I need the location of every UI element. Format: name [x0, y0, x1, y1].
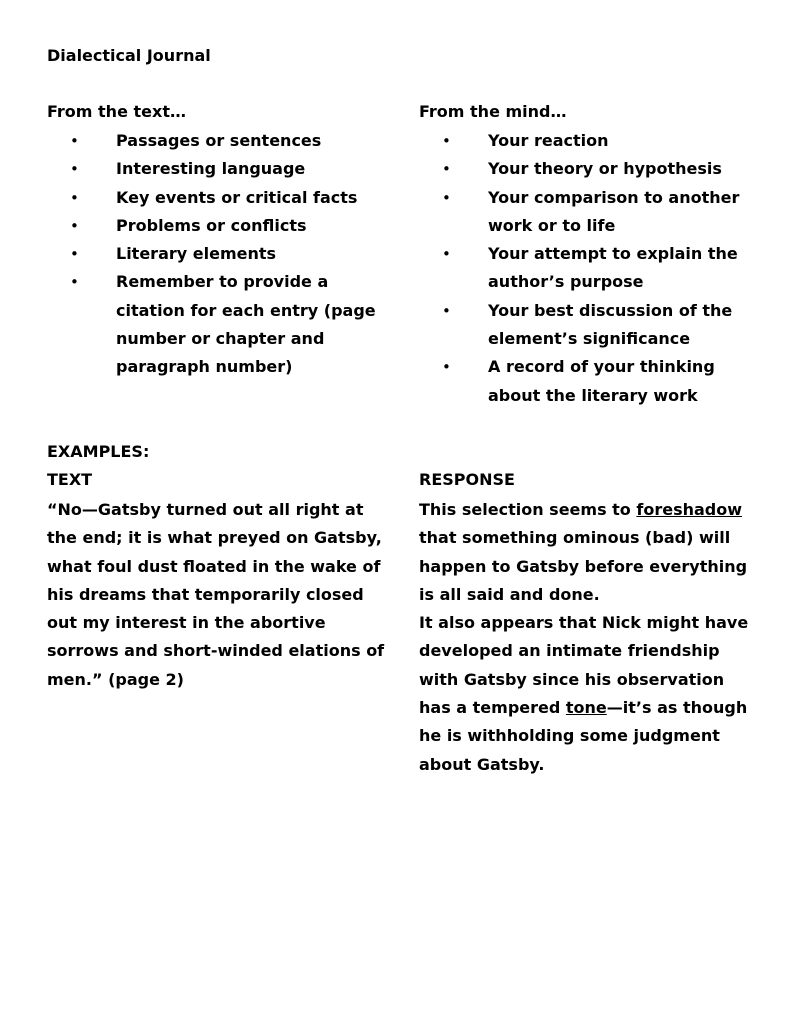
list-item-text: Remember to provide a citation for each entry (page number or chapter and paragraph number)	[116, 272, 376, 377]
bullet-icon: •	[70, 188, 79, 207]
response-text: It also appears that Nick might have developed an intimate friendship with Gatsby since his observation has a tempered	[419, 613, 749, 718]
response-paragraph-1	[419, 496, 749, 609]
bullet-icon: •	[70, 216, 79, 235]
list-item-text: Problems or conflicts	[116, 215, 307, 235]
examples-heading: EXAMPLES:	[47, 442, 150, 461]
list-item-text: Your theory or hypothesis	[488, 159, 722, 179]
bullet-icon: •	[70, 245, 79, 264]
list-item	[419, 353, 759, 410]
list-item-text: Key events or critical facts	[116, 187, 358, 207]
list-item	[419, 127, 759, 155]
list-item	[419, 240, 759, 297]
bullet-icon: •	[70, 160, 79, 179]
from-text-heading: From the text…	[47, 102, 186, 121]
from-text-list	[47, 127, 387, 382]
list-item	[47, 127, 387, 155]
text-column-heading: TEXT	[47, 470, 93, 489]
list-item-text: Interesting language	[116, 159, 306, 179]
from-mind-list	[419, 127, 759, 410]
term-foreshadow: foreshadow	[636, 500, 743, 519]
bullet-icon: •	[442, 132, 451, 150]
response-text: that something ominous (bad) will happen to Gatsby before everything is all said and done.	[419, 528, 748, 604]
list-item	[419, 297, 759, 354]
list-item	[47, 268, 387, 381]
example-quote: “No—Gatsby turned out all right at the end; it is what preyed on Gatsby, what foul dust floated in the wake of his dreams that temporarily closed out my interest in the abortive sorrows and short-winded elations of men.” (page 2)	[47, 500, 385, 689]
response-text: —it’s as though he is withholding some judgment about Gatsby.	[419, 698, 748, 774]
bullet-icon: •	[442, 245, 451, 264]
response-paragraph-2	[419, 609, 749, 779]
response-column-heading: RESPONSE	[419, 470, 515, 489]
list-item-text: Passages or sentences	[116, 131, 322, 150]
list-item-text: Your attempt to explain the author’s purpose	[488, 244, 738, 292]
from-mind-heading: From the mind…	[419, 102, 567, 121]
bullet-icon: •	[70, 273, 79, 292]
list-item	[47, 212, 387, 240]
list-item-text: Your best discussion of the element’s significance	[488, 300, 733, 349]
bullet-icon: •	[442, 188, 451, 207]
bullet-icon: •	[442, 160, 451, 179]
response-text: This selection seems to	[419, 500, 637, 519]
bullet-icon: •	[70, 132, 79, 150]
bullet-icon: •	[442, 358, 451, 377]
list-item-text: Your reaction	[488, 131, 609, 150]
list-item-text: A record of your thinking about the literary work	[488, 357, 715, 405]
list-item	[47, 155, 387, 183]
list-item-text: Literary elements	[116, 244, 277, 264]
list-item	[47, 240, 387, 268]
term-tone: tone	[565, 698, 607, 718]
page-title: Dialectical Journal	[47, 46, 211, 65]
list-item	[47, 184, 387, 212]
list-item-text: Your comparison to another work or to life	[488, 187, 740, 235]
list-item	[419, 184, 759, 241]
bullet-icon: •	[442, 301, 451, 320]
list-item	[419, 155, 759, 183]
example-response	[419, 496, 749, 779]
